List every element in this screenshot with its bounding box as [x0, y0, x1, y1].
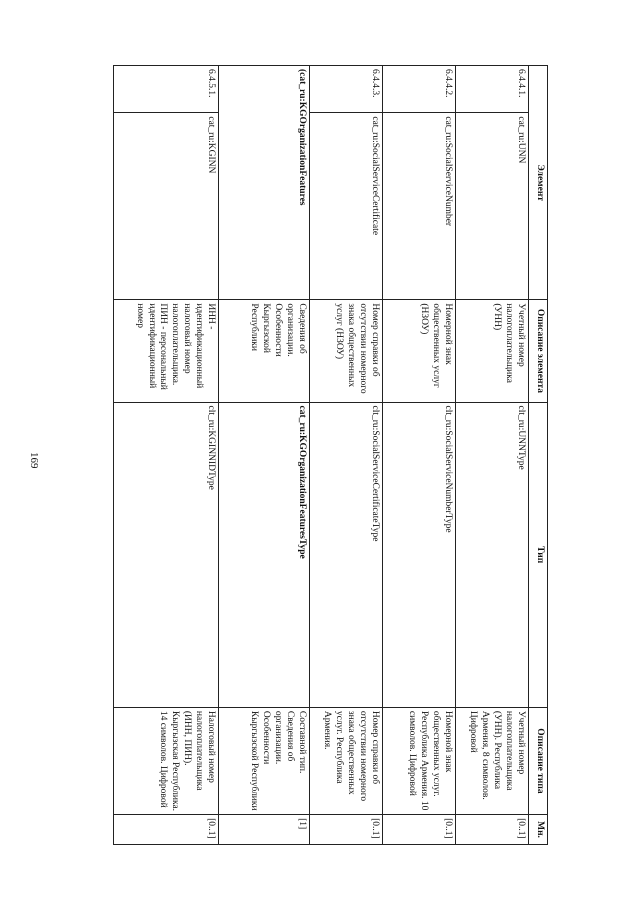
table-row	[219, 66, 310, 845]
row-element: cat_ru:UNN	[456, 113, 529, 300]
row-element: cat_ru:SocialServiceCertificate	[310, 113, 383, 300]
row-type: clt_ru:KGINNIDType	[114, 402, 219, 707]
row-number: 6.4.4.2.	[383, 66, 456, 113]
row-element-desc: Учетный номер налогоплательщика (УНН)	[456, 300, 529, 402]
row-element: (cat_ru:KGOrganizationFeatures	[219, 66, 310, 300]
table-row	[456, 66, 529, 845]
row-mn: [0..1]	[456, 815, 529, 845]
row-type: cat_ru:KGOrganizationFeaturesType	[219, 402, 310, 707]
row-type: clt_ru:UNNType	[456, 402, 529, 707]
header-mn: Мн.	[529, 815, 548, 845]
header-type-desc: Описание типа	[529, 707, 548, 814]
row-number: 6.4.5.1.	[114, 66, 219, 113]
row-mn: [0..1]	[310, 815, 383, 845]
row-element-desc: Номерной знак общественных услуг (НЗОУ)	[383, 300, 456, 402]
table-header-row	[529, 66, 548, 845]
row-mn: [1]	[219, 815, 310, 845]
elements-table	[113, 65, 548, 845]
row-type-desc: Составной тип. Сведения об организации. Особенности Кыргызской Республики	[219, 707, 310, 814]
rotated-page-content	[93, 65, 548, 845]
row-element-desc: ИНН - идентификационный налоговый номер налогоплательщика. ПИН - персональный идентификационный номер	[114, 300, 219, 402]
row-element: cat_ru:SocialServiceNumber	[383, 113, 456, 300]
table-row	[310, 66, 383, 845]
row-type-desc: Учетный номер налогоплательщика (УНН). Республика Армения, 8 символов. Цифровой	[456, 707, 529, 814]
header-element: Элемент	[529, 66, 548, 300]
row-mn: [0..1]	[114, 815, 219, 845]
table-row	[114, 66, 219, 845]
row-number: 6.4.4.3.	[310, 66, 383, 113]
row-type-desc: Номерной знак общественных услуг. Республика Армения. 10 символов. Цифровой	[383, 707, 456, 814]
row-mn: [0..1]	[383, 815, 456, 845]
header-element-desc: Описание элемента	[529, 300, 548, 402]
row-type-desc: Номер справки об отсутствии номерного знака общественных услуг. Республика Армения.	[310, 707, 383, 814]
row-type: clt_ru:SocialServiceCertificateType	[310, 402, 383, 707]
row-number: 6.4.4.1.	[456, 66, 529, 113]
page-number: 169	[28, 452, 40, 469]
row-element: cat_ru:KGINN	[114, 113, 219, 300]
table-row	[383, 66, 456, 845]
row-type-desc: Налоговый номер налогоплательщика (ИНН, ПИН). Кыргызская Республика. 14 символов. Цифровой	[114, 707, 219, 814]
row-element-desc: Номер справки об отсутствии номерного знака общественных услуг (НЗОУ)	[310, 300, 383, 402]
row-type: clt_ru:SocialServiceNumberType	[383, 402, 456, 707]
row-element-desc: Сведения об организации. Особенности Кыргызской Республики	[219, 300, 310, 402]
header-type: Тип	[529, 402, 548, 707]
